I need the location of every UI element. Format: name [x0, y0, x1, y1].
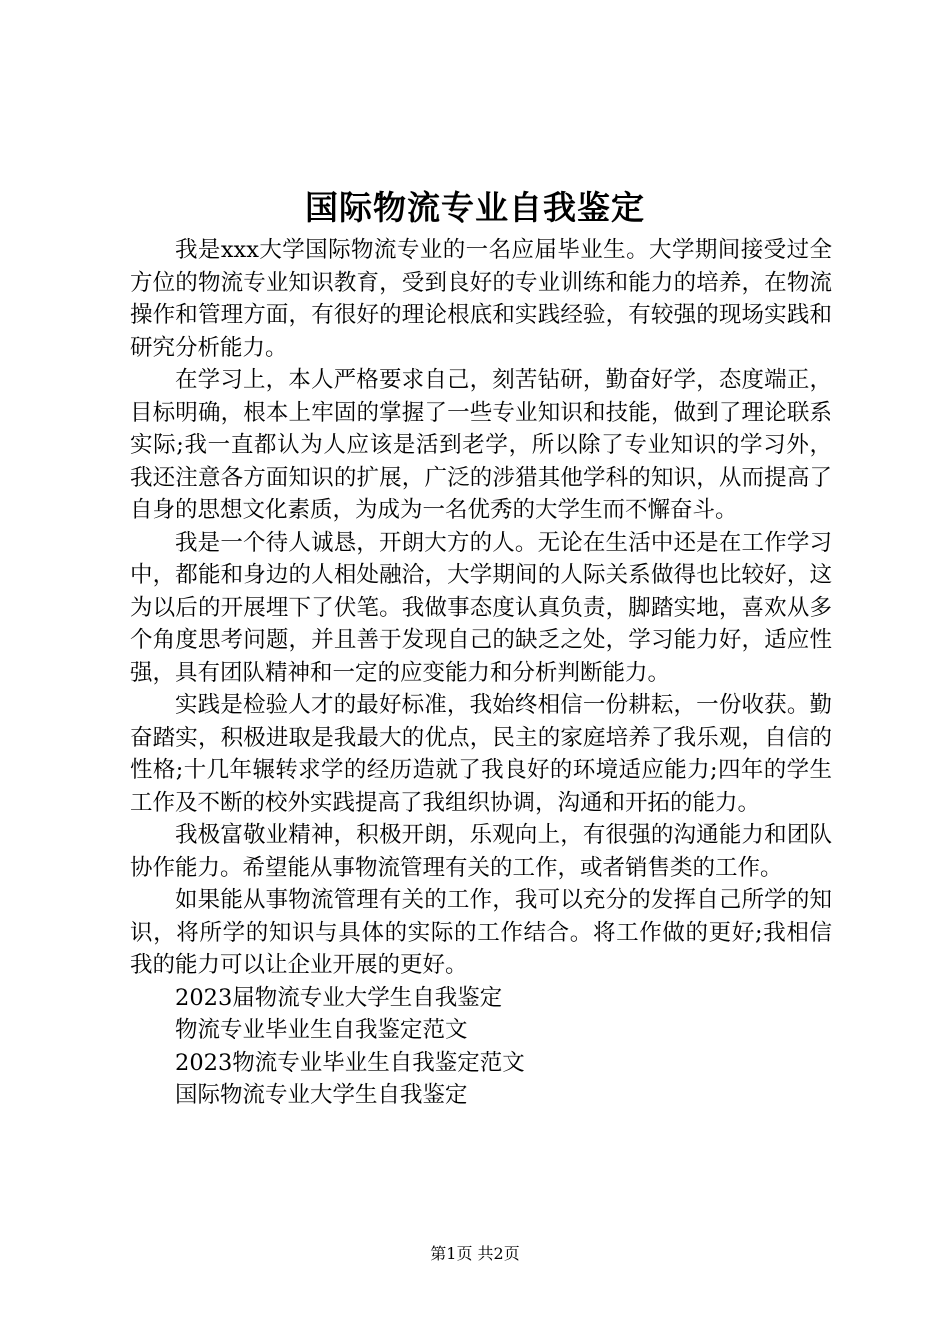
paragraph-practice: 实践是检验人才的最好标准，我始终相信一份耕耘，一份收获。勤奋踏实，积极进取是我最大的优点，民主的家庭培养了我乐观，自信的性格;十几年辗转求学的经历造就了我良好的环境适应能力;四年的学生工作及不断的校外实践提高了我组织协调，沟通和开拓的能力。 — [130, 692, 832, 816]
page-number-footer: 第1页 共2页 — [430, 1244, 520, 1263]
document-body — [130, 234, 832, 1112]
paragraph-career-goal: 我极富敬业精神，积极开朗，乐观向上，有很强的沟通能力和团队协作能力。希望能从事物流管理有关的工作，或者销售类的工作。 — [130, 822, 832, 881]
paragraph-study: 在学习上，本人严格要求自己，刻苦钻研，勤奋好学，态度端正，目标明确，根本上牢固的掌握了一些专业知识和技能，做到了理论联系实际;我一直都认为人应该是活到老学，所以除了专业知识的学习外，我还注意各方面知识的扩展，广泛的涉猎其他学科的知识，从而提高了自身的思想文化素质，为成为一名优秀的大学生而不懈奋斗。 — [130, 367, 832, 523]
related-title-4: 国际物流专业大学生自我鉴定 — [175, 1082, 468, 1108]
paragraph-personality: 我是一个待人诚恳，开朗大方的人。无论在生活中还是在工作学习中，都能和身边的人相处融洽，大学期间的人际关系做得也比较好，这为以后的开展埋下了伏笔。我做事态度认真负责，脚踏实地，喜欢从多个角度思考问题，并且善于发现自己的缺乏之处，学习能力好，适应性强，具有团队精神和一定的应变能力和分析判断能力。 — [130, 529, 832, 686]
paragraph-intro: 我是xxx大学国际物流专业的一名应届毕业生。大学期间接受过全方位的物流专业知识教育，受到良好的专业训练和能力的培养，在物流操作和管理方面，有很好的理论根底和实践经验，有较强的现场实践和研究分析能力。 — [130, 237, 832, 361]
paragraph-conclusion: 如果能从事物流管理有关的工作，我可以充分的发挥自己所学的知识，将所学的知识与具体的实际的工作结合。将工作做的更好;我相信我的能力可以让企业开展的更好。 — [130, 887, 832, 978]
document-title: 国际物流专业自我鉴定 — [305, 188, 645, 227]
related-title-2: 物流专业毕业生自我鉴定范文 — [175, 1017, 468, 1043]
related-title-1: 2023届物流专业大学生自我鉴定 — [175, 984, 503, 1011]
related-title-3: 2023物流专业毕业生自我鉴定范文 — [175, 1049, 525, 1076]
